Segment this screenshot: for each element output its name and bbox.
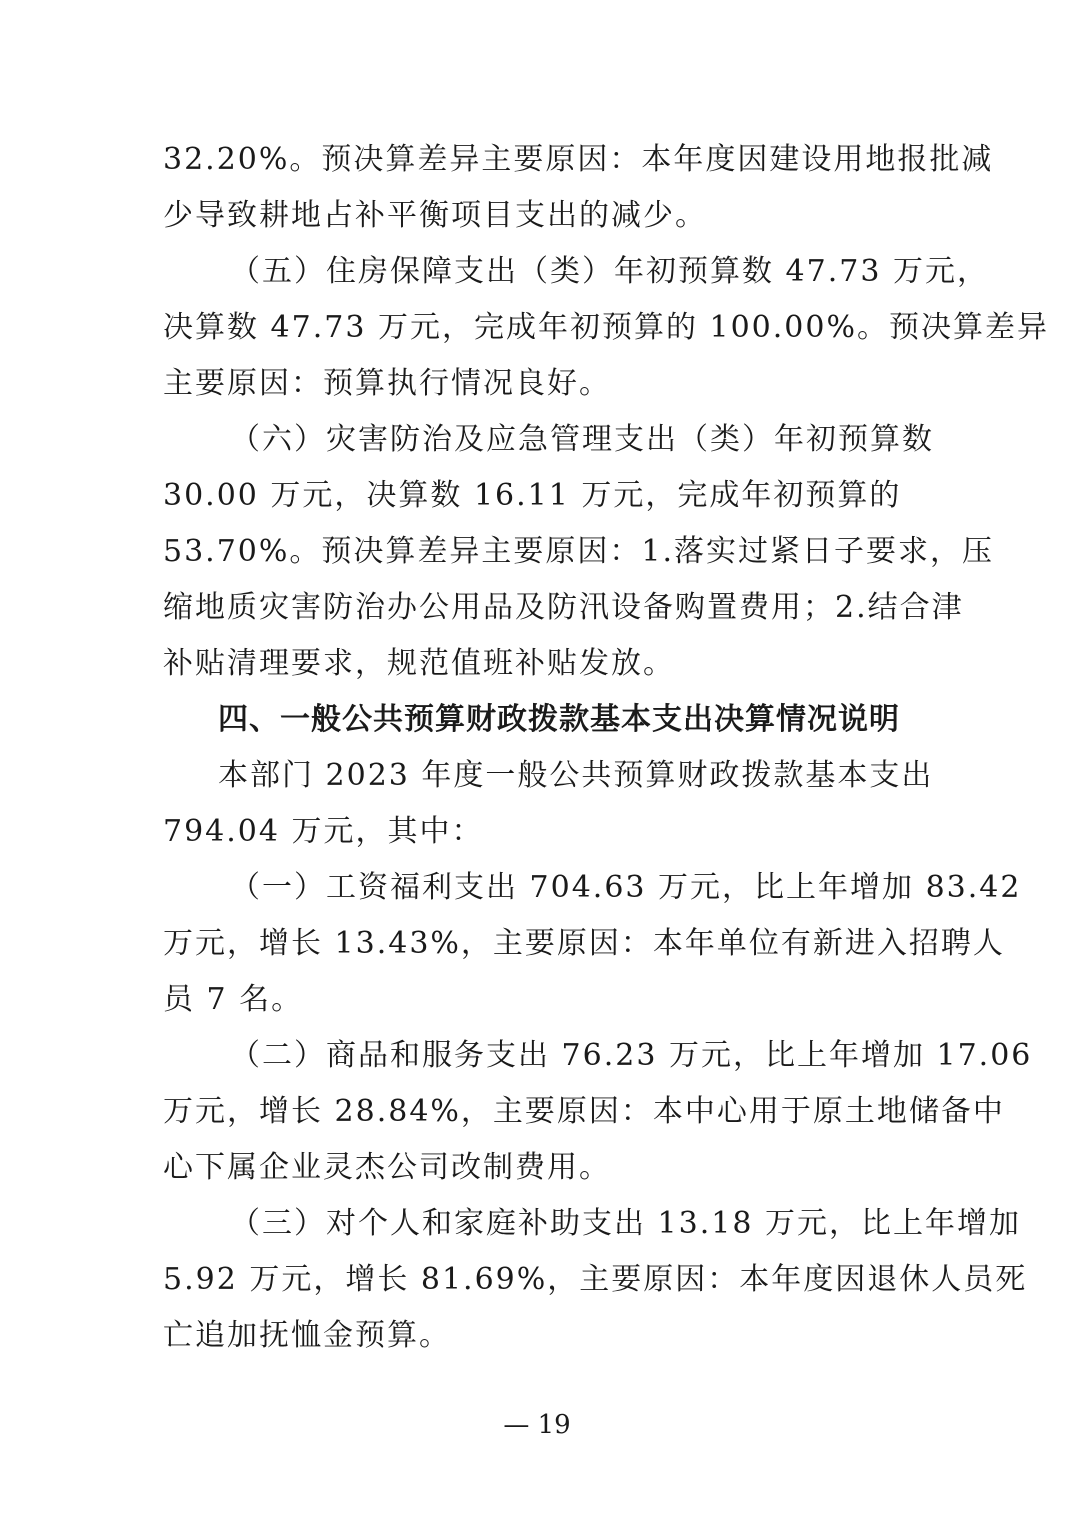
- text-line: 补贴清理要求，规范值班补贴发放。: [163, 646, 675, 681]
- text-line: （六）灾害防治及应急管理支出（类）年初预算数: [230, 422, 934, 457]
- text-line: 53.70%。预决算差异主要原因：1.落实过紧日子要求，压: [163, 534, 995, 569]
- text-line: （三）对个人和家庭补助支出 13.18 万元，比上年增加: [230, 1206, 1021, 1241]
- text-line: 员 7 名。: [163, 982, 304, 1017]
- text-line: 32.20%。预决算差异主要原因：本年度因建设用地报批减: [163, 142, 994, 177]
- text-line: 少导致耕地占补平衡项目支出的减少。: [163, 198, 707, 233]
- text-line: 30.00 万元，决算数 16.11 万元，完成年初预算的: [163, 478, 902, 513]
- text-line: 5.92 万元，增长 81.69%，主要原因：本年度因退休人员死: [163, 1262, 1028, 1297]
- text-line: 794.04 万元，其中：: [163, 814, 484, 849]
- text-line: 决算数 47.73 万元，完成年初预算的 100.00%。预决算差异: [163, 310, 1049, 345]
- text-line: （二）商品和服务支出 76.23 万元，比上年增加 17.06: [230, 1038, 1033, 1073]
- page-number: — 19: [503, 1410, 571, 1440]
- text-line: 亡追加抚恤金预算。: [163, 1318, 451, 1353]
- text-line: 万元，增长 13.43%，主要原因：本年单位有新进入招聘人: [163, 926, 1005, 961]
- text-line: （一）工资福利支出 704.63 万元，比上年增加 83.42: [230, 870, 1022, 905]
- text-line: 心下属企业灵杰公司改制费用。: [163, 1150, 611, 1185]
- text-line: 万元，增长 28.84%，主要原因：本中心用于原土地储备中: [163, 1094, 1005, 1129]
- text-line: 缩地质灾害防治办公用品及防汛设备购置费用；2.结合津: [163, 590, 964, 625]
- text-line: 本部门 2023 年度一般公共预算财政拨款基本支出: [218, 758, 934, 793]
- text-line: （五）住房保障支出（类）年初预算数 47.73 万元，: [230, 254, 989, 289]
- section-heading: 四、一般公共预算财政拨款基本支出决算情况说明: [218, 702, 900, 737]
- text-line: 主要原因：预算执行情况良好。: [163, 366, 611, 401]
